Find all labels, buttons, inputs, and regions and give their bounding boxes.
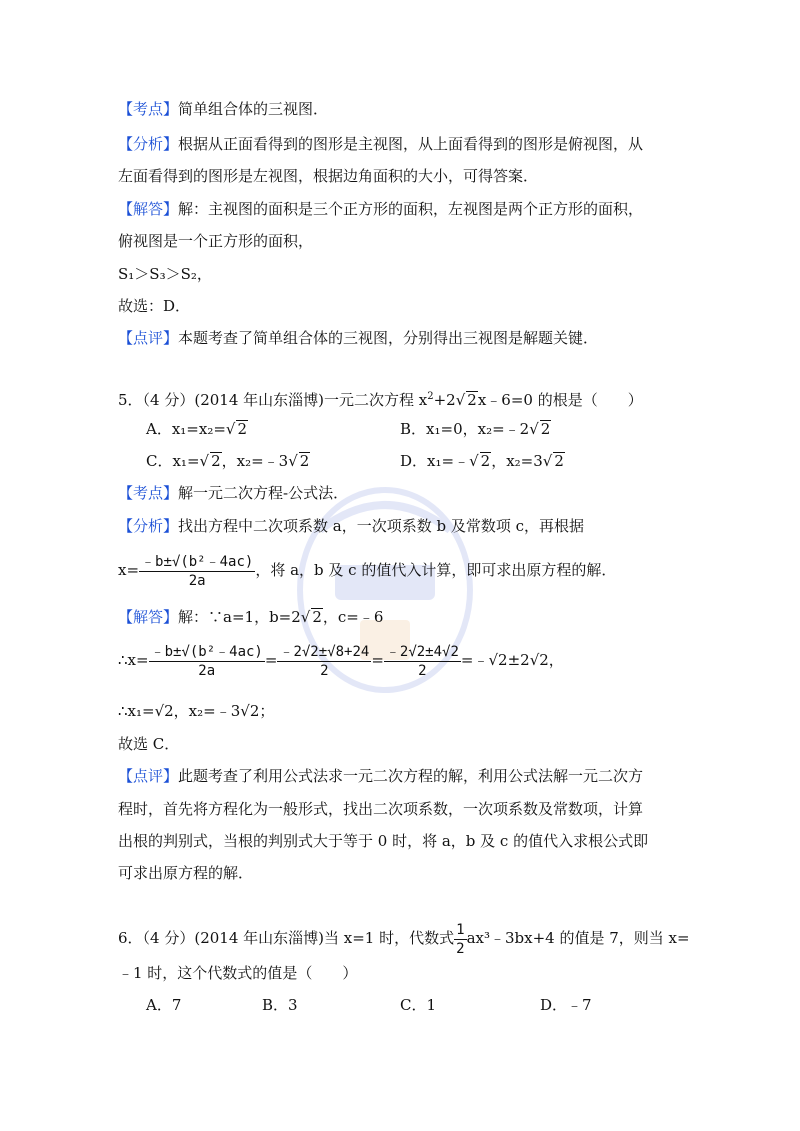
q5-roots: ∴x₁=√2，x₂=﹣3√2； bbox=[118, 702, 275, 720]
q5-stem-c: x﹣6=0 的根是（ ） bbox=[477, 391, 643, 409]
calc-frac-2-num: ﹣2√2±√8+24 bbox=[279, 643, 370, 660]
q6-frac-num: 1 bbox=[456, 921, 465, 938]
q6-option-a: A．7 bbox=[146, 996, 182, 1014]
q4-kaodian-line bbox=[118, 98, 328, 120]
q5-option-d: D．x₁=﹣√ 2，x₂=3√ 2 bbox=[400, 452, 564, 470]
calc-frac-1-den: 2a bbox=[198, 662, 216, 679]
q5-option-c: C．x₁=√ 2，x₂=﹣3√ 2 bbox=[146, 452, 310, 470]
q5-dianping-line-2: 程时，首先将方程化为一般形式，找出二次项系数，一次项系数及常数项，计算 bbox=[118, 800, 644, 818]
quadratic-formula-num: ﹣b±√(b²﹣4ac) bbox=[141, 553, 254, 570]
q5-opt-d-text: D．x₁=﹣ bbox=[400, 452, 470, 470]
q6-stem-line-1 bbox=[118, 918, 690, 958]
q6-option-c: C．1 bbox=[400, 996, 437, 1014]
q5-option-b: B．x₁=0，x₂=﹣2√ 2 bbox=[400, 420, 551, 438]
q5-dianping-tag: 【点评】 bbox=[118, 767, 179, 785]
q5-fenxi-line-2 bbox=[118, 550, 616, 590]
q5-kaodian-tag: 【考点】 bbox=[118, 484, 179, 502]
q5-opt-c-sqrt2: 2 bbox=[299, 452, 310, 470]
fenxi-tag: 【分析】 bbox=[118, 135, 179, 153]
q5-option-a: A．x₁=x₂=√ 2 bbox=[146, 420, 248, 438]
q6-option-d: D．﹣7 bbox=[540, 996, 592, 1014]
q4-fenxi-text-1: 根据从正面看得到的图形是主视图，从上面看得到的图形是俯视图，从 bbox=[178, 135, 644, 153]
q6-stem-line-2: ﹣1 时，这个代数式的值是（ ） bbox=[118, 964, 358, 982]
q4-jieda-text-1: 解：主视图的面积是三个正方形的面积，左视图是两个正方形的面积， bbox=[178, 200, 644, 218]
q6-stem-b: ax³﹣3bx+4 的值是 7，则当 x= bbox=[466, 929, 690, 947]
q5-kaodian-text: 解一元二次方程-公式法． bbox=[178, 484, 349, 502]
q5-dianping-text-1: 此题考查了利用公式法求一元二次方程的解，利用公式法解一元二次方 bbox=[178, 767, 644, 785]
q5-opt-b-text: B．x₁=0，x₂=﹣2 bbox=[400, 420, 530, 438]
q5-jieda-tag: 【解答】 bbox=[118, 608, 179, 626]
jieda-tag: 【解答】 bbox=[118, 200, 179, 218]
q5-stem-a: 5．（4 分）(2014 年山东淄博)一元二次方程 x bbox=[118, 391, 428, 409]
q5-dianping-line-4: 可求出原方程的解． bbox=[118, 864, 254, 882]
q4-kaodian-text: 简单组合体的三视图． bbox=[178, 100, 329, 118]
q5-calc-pre: ∴x= bbox=[118, 651, 149, 669]
calc-frac-3-den: 2 bbox=[418, 662, 427, 679]
quadratic-formula-den: 2a bbox=[188, 572, 206, 589]
q4-relation: S₁＞S₃＞S₂， bbox=[118, 265, 212, 283]
calc-frac-1 bbox=[149, 643, 265, 680]
q4-answer: 故选：D． bbox=[118, 297, 191, 315]
q5-opt-c-sqrt1: 2 bbox=[211, 452, 221, 470]
dianping-tag: 【点评】 bbox=[118, 329, 179, 347]
q4-jieda-line-2: 俯视图是一个正方形的面积， bbox=[118, 232, 314, 250]
q5-opt-c-mid: ，x₂=﹣3 bbox=[221, 452, 289, 470]
q6-frac-den: 2 bbox=[456, 940, 465, 957]
q5-fenxi-tag: 【分析】 bbox=[118, 517, 179, 535]
q6-fraction bbox=[454, 921, 466, 958]
q5-calc-end: =﹣√2±2√2， bbox=[460, 651, 564, 669]
q5-answer: 故选 C． bbox=[118, 735, 180, 753]
q6-stem-a: 6．（4 分）(2014 年山东淄博)当 x=1 时，代数式 bbox=[118, 929, 455, 947]
q5-jieda-text-1: 解：∵a=1，b=2 bbox=[178, 608, 301, 626]
q5-dianping-line-3: 出根的判别式，当根的判别式大于等于 0 时，将 a，b 及 c 的值代入求根公式即 bbox=[118, 832, 649, 850]
q5-opt-d-mid: ，x₂=3 bbox=[491, 452, 543, 470]
q5-opt-d-sqrt2: 2 bbox=[554, 452, 564, 470]
q5-opt-a-text: A．x₁=x₂= bbox=[146, 420, 226, 438]
q5-stem-sqrt: 2 bbox=[467, 391, 477, 409]
quadratic-formula bbox=[139, 553, 255, 590]
q6-option-b: B．3 bbox=[262, 996, 298, 1014]
q5-opt-a-sqrt: 2 bbox=[237, 420, 248, 438]
calc-frac-3-num: ﹣2√2±4√2 bbox=[385, 643, 459, 660]
q5-fenxi-line-1 bbox=[118, 515, 584, 537]
calc-frac-3 bbox=[384, 643, 461, 680]
q5-jieda-line-1: 【解答】解：∵a=1，b=2√ 2，c=﹣6 bbox=[118, 608, 384, 626]
q5-dianping-line-1 bbox=[118, 765, 643, 787]
calc-frac-2 bbox=[277, 643, 371, 680]
q5-calc-line: ∴x= $\frac{\text{﹣b±√(b²﹣4ac)}}{2a}$ = $\frac{﹣2√2\pm√8+24}{2}$ = $\frac{﹣2√2\pm 4√2}{2}$ =﹣√2±2√2， bbox=[118, 643, 564, 679]
q5-fenxi-text-1: 找出方程中二次项系数 a，一次项系数 b 及常数项 c，再根据 bbox=[178, 517, 585, 535]
q4-fenxi-line-1 bbox=[118, 133, 643, 155]
calc-frac-2-den: 2 bbox=[320, 662, 329, 679]
calc-frac-1-num: ﹣b±√(b²﹣4ac) bbox=[150, 643, 263, 660]
q5-jieda-text-1b: ，c=﹣6 bbox=[322, 608, 384, 626]
q5-jieda-sqrt: 2 bbox=[312, 608, 322, 626]
q5-opt-b-sqrt: 2 bbox=[540, 420, 551, 438]
q5-stem-b: +2 bbox=[433, 391, 456, 409]
q5-kaodian-line bbox=[118, 482, 348, 504]
q5-fenxi-text-2: ，将 a，b 及 c 的值代入计算，即可求出原方程的解． bbox=[255, 561, 617, 579]
q4-jieda-line-1 bbox=[118, 198, 643, 220]
q5-fenxi-x: x= bbox=[118, 561, 140, 579]
kaodian-tag: 【考点】 bbox=[118, 100, 179, 118]
q5-opt-c-text: C．x₁= bbox=[146, 452, 200, 470]
q5-stem: 5．（4 分）(2014 年山东淄博)一元二次方程 $x^2+2√$ 2x﹣6=0 的根是（ ） bbox=[118, 391, 643, 409]
q4-dianping-line bbox=[118, 327, 598, 349]
q4-fenxi-line-2: 左面看得到的图形是左视图，根据边角面积的大小，可得答案． bbox=[118, 167, 539, 185]
q4-dianping-text: 本题考查了简单组合体的三视图，分别得出三视图是解题关键． bbox=[178, 329, 599, 347]
q5-opt-d-sqrt1: 2 bbox=[480, 452, 491, 470]
